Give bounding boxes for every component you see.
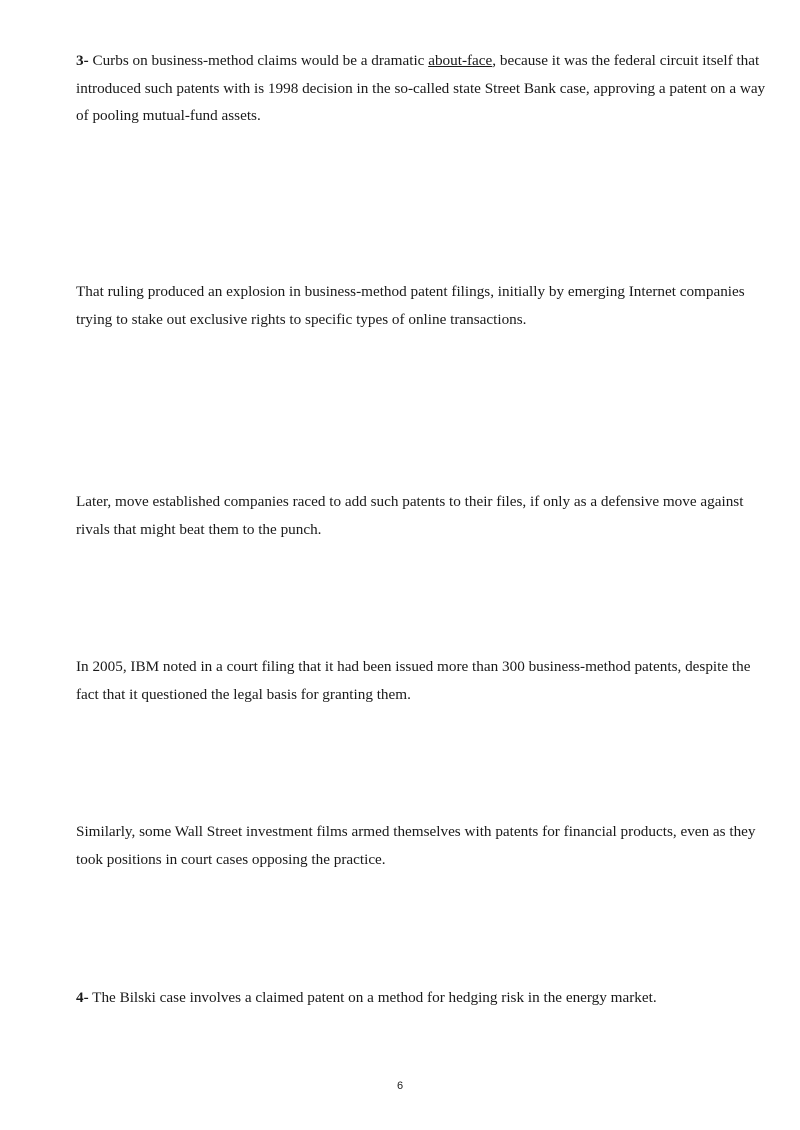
paragraph-text: In 2005, IBM noted in a court filing that it had been issued more than 300 business-method patents, despite the fact that it questioned the legal basis for granting them. bbox=[76, 658, 751, 703]
paragraph-text: , because it was the federal circuit itself that introduced such patents with is 1998 decision in the so-called state Street Bank case, approving a patent on a way of pooling mutual-fund assets. bbox=[76, 52, 766, 124]
paragraph-text: Similarly, some Wall Street investment films armed themselves with patents for financial products, even as they took positions in court cases opposing the practice. bbox=[76, 823, 756, 868]
paragraph-wall-street bbox=[76, 818, 776, 873]
paragraph-ruling bbox=[76, 278, 776, 333]
paragraph-text: The Bilski case involves a claimed patent on a method for hedging risk in the energy market. bbox=[88, 989, 657, 1006]
paragraph-4 bbox=[76, 984, 776, 1012]
paragraph-text: Later, move established companies raced to add such patents to their files, if only as a defensive move against rivals that might beat them to the punch. bbox=[76, 493, 744, 538]
paragraph-number: 4- bbox=[76, 989, 89, 1006]
page-number: 6 bbox=[396, 1080, 404, 1092]
paragraph-text: That ruling produced an explosion in business-method patent filings, initially by emerging Internet companies trying to stake out exclusive rights to specific types of online transactions. bbox=[76, 283, 745, 328]
paragraph-established-companies bbox=[76, 488, 776, 543]
paragraph-3 bbox=[76, 47, 776, 130]
paragraph-number: 3- bbox=[76, 52, 89, 69]
paragraph-ibm bbox=[76, 653, 776, 708]
underlined-term: about-face bbox=[428, 52, 493, 69]
paragraph-text: Curbs on business-method claims would be a dramatic bbox=[88, 52, 429, 69]
